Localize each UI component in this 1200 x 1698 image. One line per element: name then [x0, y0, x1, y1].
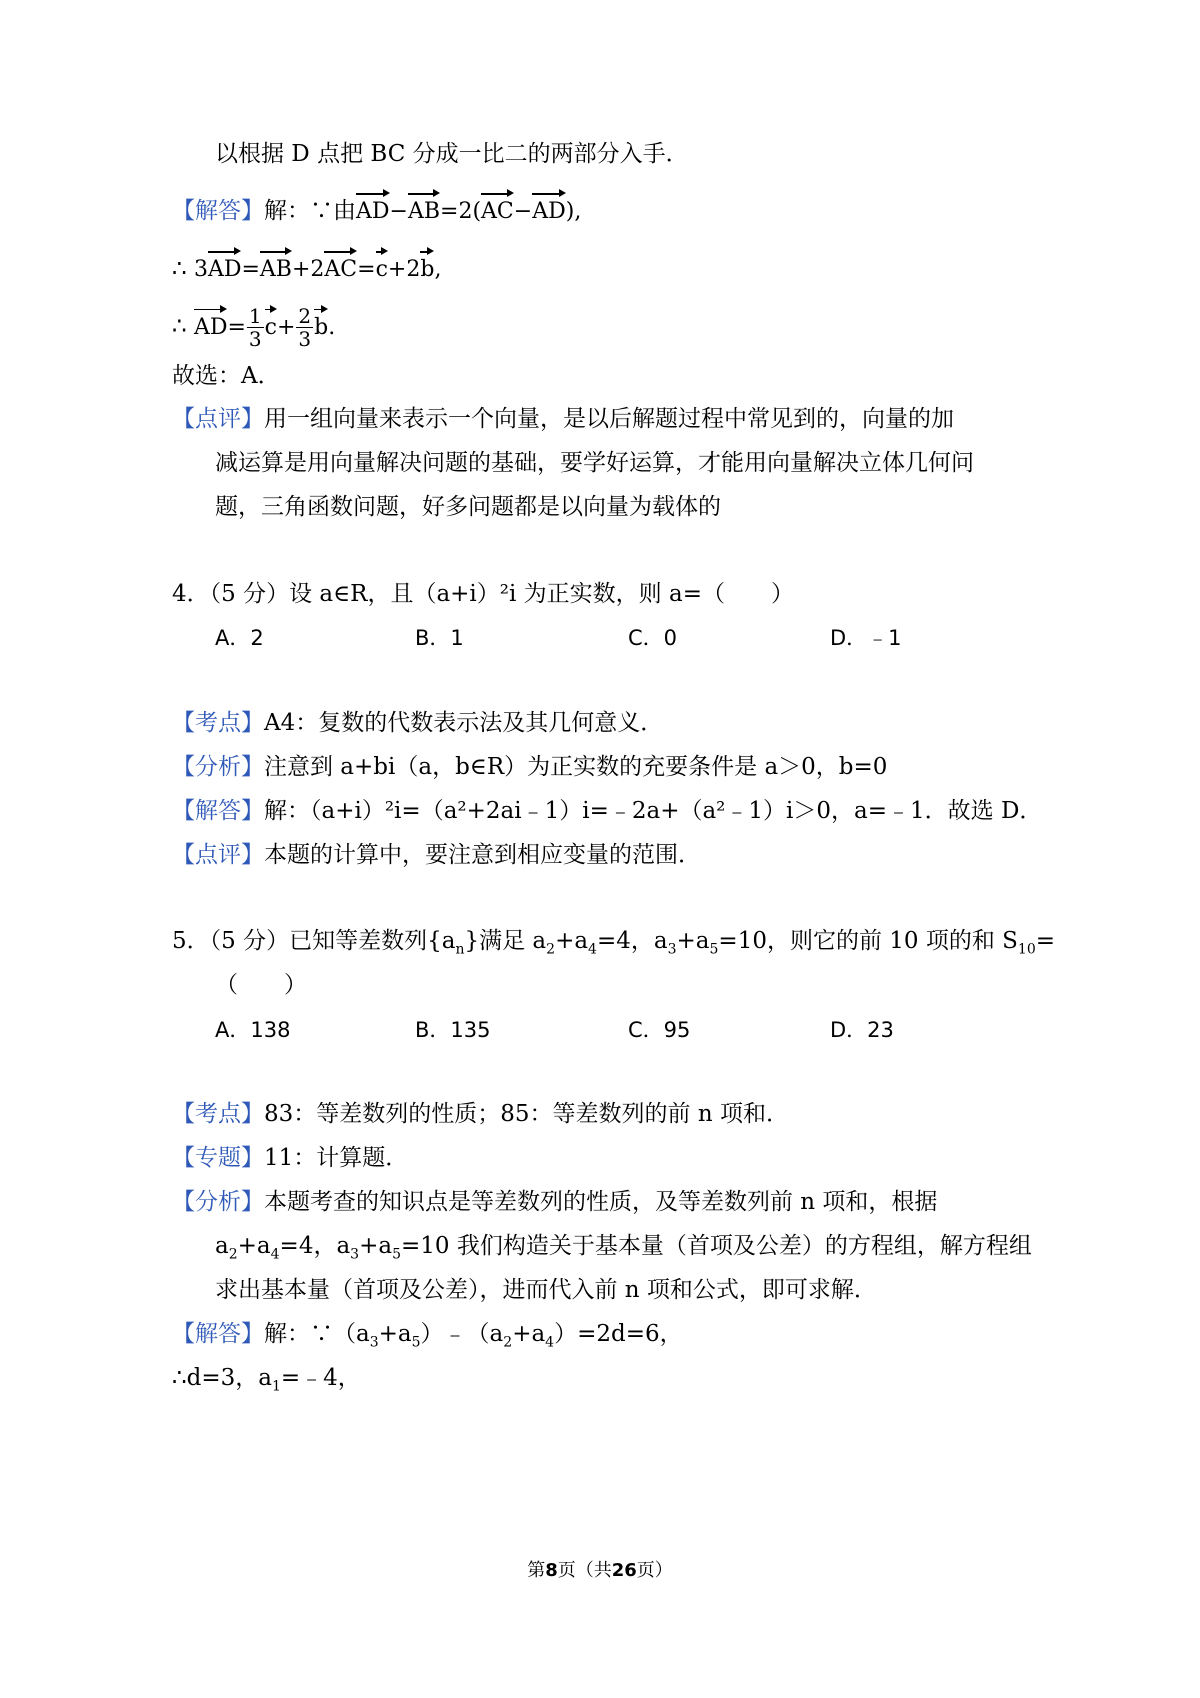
kaodian-line: 【考点】A4：复数的代数表示法及其几何意义．: [172, 710, 664, 736]
question-stem: 5．（5 分）已知等差数列$\{a_n\}$满足 $a_2+a_4=4$，$a_3+a_5=10$，则它的前 10 项的和 $S_{10}=$: [172, 928, 1056, 958]
equation-line: ∴ AD= $\frac{1}{3}$ c+ $\frac{2}{3}$ b.: [172, 304, 336, 351]
vector-equation: 3AD=AB+2AC=c+2b,: [194, 257, 442, 282]
equation-line: ∴ 3AD=AB+2AC=c+2b,: [172, 250, 441, 286]
dianping-line: 【点评】本题的计算中，要注意到相应变量的范围．: [172, 842, 701, 868]
section-tag: 【考点】: [172, 710, 264, 736]
vector-equation: AD−AB=2(AC−AD),: [356, 199, 581, 224]
option-b: B．1: [415, 626, 464, 650]
text-line: 以根据 D 点把 BC 分成一比二的两部分入手．: [215, 141, 689, 167]
solution-line: ∴d=3，$a_1=﹣4$，: [172, 1365, 361, 1395]
option-c: C．95: [628, 1018, 691, 1042]
section-tag: 【解答】: [172, 798, 264, 824]
section-tag: 【解答】: [172, 1321, 264, 1347]
zhuanti-line: 【专题】11：计算题．: [172, 1145, 409, 1171]
comment-line: 减运算是用向量解决问题的基础，要学好运算，才能用向量解决立体几何问: [215, 450, 974, 476]
page-footer: 第8页（共26页）: [527, 1560, 673, 1581]
option-c: C．0: [628, 626, 678, 650]
section-tag: 【专题】: [172, 1145, 264, 1171]
page-total: 26: [611, 1560, 637, 1581]
comment-line: 【点评】用一组向量来表示一个向量，是以后解题过程中常见到的，向量的加: [172, 406, 954, 432]
section-tag: 【分析】: [172, 1189, 264, 1215]
section-tag: 【解答】: [172, 198, 264, 224]
section-tag: 【点评】: [172, 406, 264, 432]
answer-text: 解：∵由: [264, 198, 356, 224]
kaodian-line: 【考点】83：等差数列的性质；85：等差数列的前 n 项和．: [172, 1101, 789, 1127]
option-b: B．135: [415, 1018, 491, 1042]
comment-line: 题，三角函数问题，好多问题都是以向量为载体的: [215, 494, 721, 520]
question-stem-line2: （ ）: [215, 972, 307, 998]
option-d: D．23: [830, 1018, 894, 1042]
option-a: A．2: [215, 626, 264, 650]
fenxi-line: 求出基本量（首项及公差），进而代入前 n 项和公式，即可求解．: [215, 1277, 877, 1303]
vector-equation: AD= $\frac{1}{3}$ c+ $\frac{2}{3}$ b.: [193, 304, 336, 351]
section-tag: 【考点】: [172, 1101, 264, 1127]
choice-line: 故选：A．: [172, 363, 281, 389]
section-tag: 【点评】: [172, 842, 264, 868]
jieda-line: 【解答】解：$\because(a_3+a_5)﹣(a_2+a_4)=2d=6$，: [172, 1321, 683, 1351]
question-stem: 4．（5 分）设 a∈R，且（a+i）²i 为正实数，则 a=（ ）: [172, 581, 794, 607]
section-tag: 【分析】: [172, 754, 264, 780]
fenxi-line: 【分析】本题考查的知识点是等差数列的性质，及等差数列前 n 项和，根据: [172, 1189, 938, 1215]
option-d: D．﹣1: [830, 626, 902, 650]
answer-line: [172, 192, 581, 228]
page-number: 8: [545, 1560, 558, 1581]
fenxi-line: $a_2+a_4=4$，$a_3+a_5=10$ 我们构造关于基本量（首项及公差）的方程组，解方程组: [215, 1233, 1032, 1263]
jieda-line: 【解答】解：（a+i）²i=（a²+2ai﹣1）i=﹣2a+（a²﹣1）i＞0，a=﹣1．故选 D．: [172, 798, 1043, 824]
option-a: A．138: [215, 1018, 291, 1042]
fenxi-line: 【分析】注意到 a+bi（a，b∈R）为正实数的充要条件是 a＞0，b=0: [172, 754, 888, 780]
